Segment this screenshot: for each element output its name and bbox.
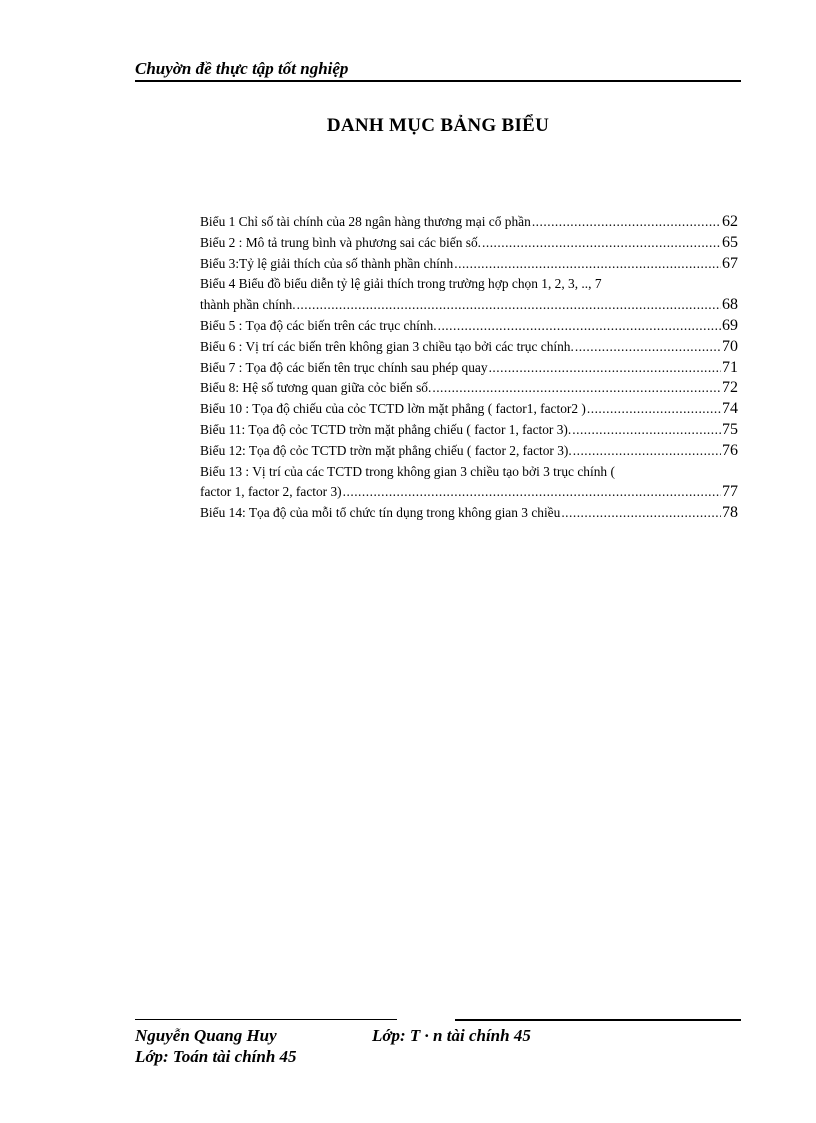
dot-leader xyxy=(573,441,721,462)
footer-divider-left xyxy=(135,1019,397,1020)
toc-entry-continuation: thành phần chính. xyxy=(200,297,296,313)
toc-entry[interactable] xyxy=(200,358,738,379)
toc-entry[interactable] xyxy=(200,254,738,275)
dot-leader xyxy=(532,212,721,233)
dot-leader xyxy=(297,295,721,316)
toc-entry-page: 62 xyxy=(722,213,738,230)
toc-entry-page: 65 xyxy=(722,233,738,251)
toc-entry-label[interactable]: Biểu 4 Biểu đồ biểu diễn tỷ lệ giải thích trong trường hợp chọn 1, 2, 3, .., 7 xyxy=(200,276,602,292)
toc-entry-label: Biểu 2 : Mô tả trung bình và phương sai các biến số. xyxy=(200,234,481,250)
footer-divider-right xyxy=(455,1019,741,1021)
toc-entry-label: Biểu 10 : Tọa độ chiếu của cỏc TCTD lờn mặt phẳng ( factor1, factor2 ) xyxy=(200,401,586,417)
page-header-title: Chuyờn đề thực tập tốt nghiệp xyxy=(135,59,349,78)
toc-entry[interactable] xyxy=(200,399,738,420)
toc-entry[interactable] xyxy=(200,316,738,337)
toc-entry-page: 68 xyxy=(722,296,738,314)
toc-entry[interactable] xyxy=(200,420,738,441)
footer-author: Nguyễn Quang Huy xyxy=(135,1026,277,1045)
toc-entry-label: Biểu 8: Hệ số tương quan giữa cỏc biến số. xyxy=(200,380,432,396)
table-of-charts xyxy=(200,212,738,524)
toc-entry-label: Biểu 14: Tọa độ của mỗi tổ chức tín dụng trong không gian 3 chiều xyxy=(200,505,561,521)
toc-entry[interactable] xyxy=(200,212,738,233)
header-divider xyxy=(135,80,741,82)
toc-entry-label[interactable]: Biểu 13 : Vị trí của các TCTD trong không gian 3 chiều tạo bởi 3 trục chính ( xyxy=(200,463,615,479)
dot-leader xyxy=(572,420,721,441)
dot-leader xyxy=(432,378,721,399)
toc-entry-page: 76 xyxy=(722,441,738,459)
toc-entry-continuation: factor 1, factor 2, factor 3) xyxy=(200,484,342,500)
dot-leader xyxy=(561,503,721,524)
toc-entry-page: 67 xyxy=(722,254,738,272)
toc-entry-page: 74 xyxy=(722,400,738,418)
toc-entry[interactable] xyxy=(200,441,738,462)
toc-entry-page: 78 xyxy=(722,504,738,522)
toc-entry-label: Biểu 1 Chỉ số tài chính của 28 ngân hàng thương mại cổ phần xyxy=(200,214,531,229)
dot-leader xyxy=(482,233,721,254)
toc-entry[interactable] xyxy=(200,337,738,358)
toc-entry-label: Biểu 3:Tỷ lệ giải thích của số thành phần chính xyxy=(200,255,454,271)
toc-entry[interactable] xyxy=(200,295,738,316)
toc-entry[interactable] xyxy=(200,503,738,524)
toc-entry-page: 77 xyxy=(722,483,738,501)
dot-leader xyxy=(489,358,721,379)
toc-entry[interactable] xyxy=(200,233,738,254)
footer-class-right: Lớp: T · n tài chính 45 xyxy=(372,1026,531,1045)
toc-entry-page: 70 xyxy=(722,337,738,355)
toc-entry-page: 71 xyxy=(722,358,738,376)
toc-entry[interactable] xyxy=(200,482,738,503)
toc-entry-page: 75 xyxy=(722,420,738,438)
toc-entry-label: Biểu 5 : Tọa độ các biến trên các trục chính. xyxy=(200,317,437,333)
dot-leader xyxy=(587,399,721,420)
toc-entry-page: 69 xyxy=(722,316,738,334)
toc-entry-label: Biểu 7 : Tọa độ các biến tên trục chính sau phép quay xyxy=(200,359,488,375)
dot-leader xyxy=(438,316,721,337)
document-heading: DANH MỤC BẢNG BIỂU xyxy=(326,115,550,136)
toc-entry-label: Biểu 12: Tọa độ cỏc TCTD trờn mặt phẳng chiếu ( factor 2, factor 3). xyxy=(200,442,572,458)
toc-entry-label: Biểu 6 : Vị trí các biến trên không gian 3 chiều tạo bởi các trục chính. xyxy=(200,338,574,354)
toc-entry-label: Biểu 11: Tọa độ cỏc TCTD trờn mặt phẳng chiếu ( factor 1, factor 3). xyxy=(200,421,572,437)
toc-entry[interactable] xyxy=(200,378,738,399)
toc-entry-page: 72 xyxy=(722,379,738,397)
dot-leader xyxy=(575,337,721,358)
dot-leader xyxy=(343,482,721,503)
footer-class-left: Lớp: Toán tài chính 45 xyxy=(135,1047,297,1066)
dot-leader xyxy=(454,254,721,275)
